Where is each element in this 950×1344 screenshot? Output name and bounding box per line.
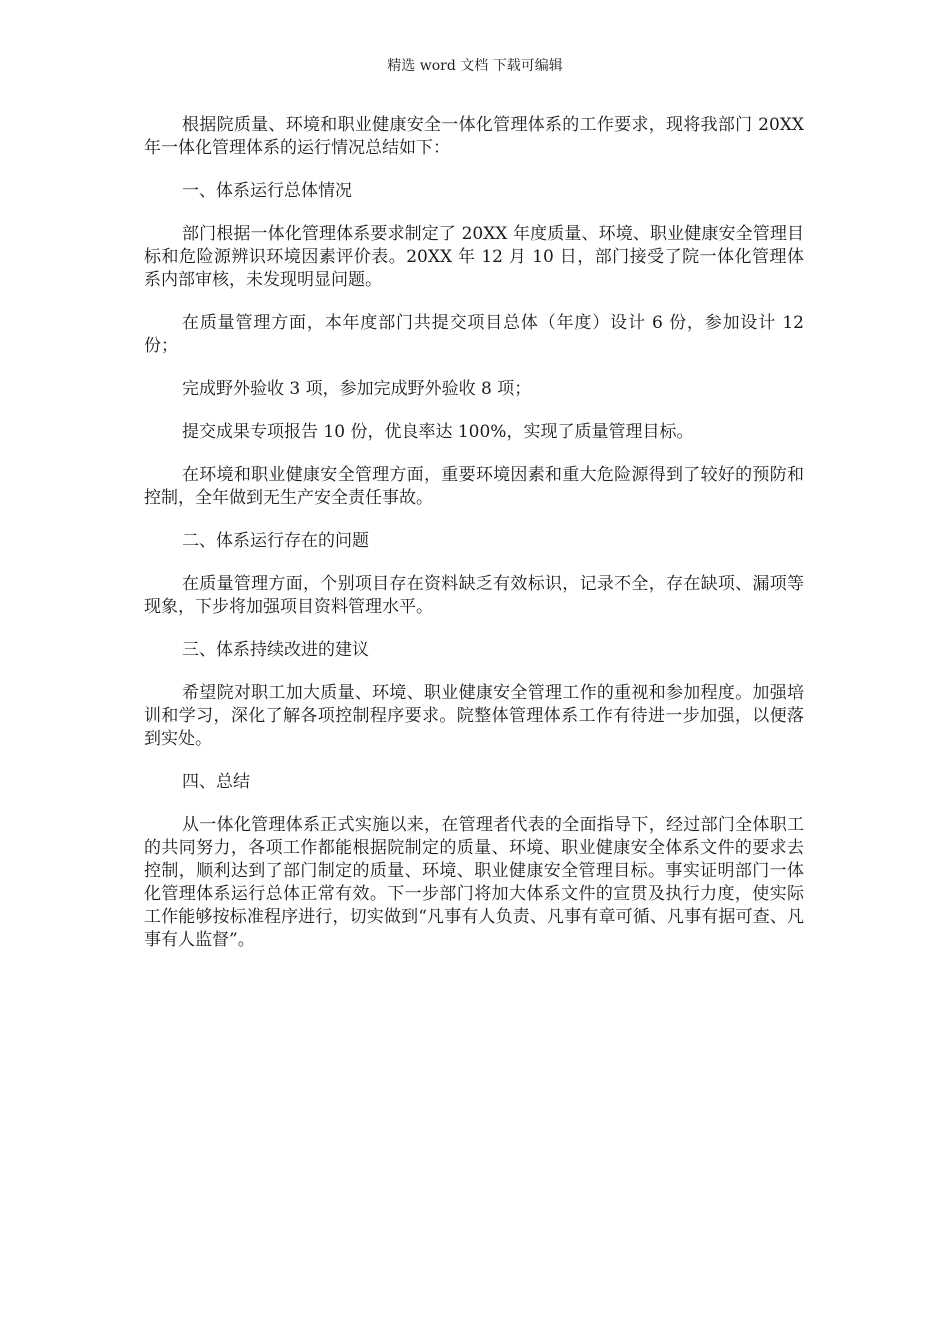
paragraph-4: 提交成果专项报告 10 份，优良率达 100%，实现了质量管理目标。	[182, 422, 694, 442]
paragraph-8: 从一体化管理体系正式实施以来，在管理者代表的全面指导下，经过部门全体职工的共同努力，各项工作都能根据院制定的质量、环境、职业健康安全体系文件的要求去控制，顺利达到了部门制定的质量、环境、职业健康安全管理目标。事实证明部门一体化管理体系运行总体正常有效。下一步部门将加大体系文件的宣贯及执行力度，使实际工作能够按标准程序进行，切实做到“凡事有人负责、凡事有章可循、凡事有据可查、凡事有人监督”。	[144, 815, 804, 950]
section-heading-2: 二、体系运行存在的问题	[182, 531, 369, 551]
paragraph-2: 在质量管理方面，本年度部门共提交项目总体（年度）设计 6 份，参加设计 12 份；	[144, 313, 804, 356]
page-header: 精选 word 文档 下载可编辑	[387, 58, 563, 74]
section-heading-3: 三、体系持续改进的建议	[182, 640, 369, 660]
intro-paragraph: 根据院质量、环境和职业健康安全一体化管理体系的工作要求，现将我部门 20XX 年一体化管理体系的运行情况总结如下：	[144, 115, 804, 158]
document-body	[144, 114, 804, 972]
section-heading-1: 一、体系运行总体情况	[182, 181, 352, 201]
paragraph-3: 完成野外验收 3 项，参加完成野外验收 8 项；	[182, 379, 532, 399]
paragraph-6: 在质量管理方面，个别项目存在资料缺乏有效标识，记录不全，存在缺项、漏项等现象，下步将加强项目资料管理水平。	[144, 574, 804, 617]
paragraph-1: 部门根据一体化管理体系要求制定了 20XX 年度质量、环境、职业健康安全管理目标和危险源辨识环境因素评价表。20XX 年 12 月 10 日，部门接受了院一体化管理体系内部审核，未发现明显问题。	[144, 224, 804, 290]
paragraph-7: 希望院对职工加大质量、环境、职业健康安全管理工作的重视和参加程度。加强培训和学习，深化了解各项控制程序要求。院整体管理体系工作有待进一步加强，以便落到实处。	[144, 683, 804, 749]
paragraph-5: 在环境和职业健康安全管理方面，重要环境因素和重大危险源得到了较好的预防和控制，全年做到无生产安全责任事故。	[144, 465, 804, 508]
section-heading-4: 四、总结	[182, 772, 250, 792]
